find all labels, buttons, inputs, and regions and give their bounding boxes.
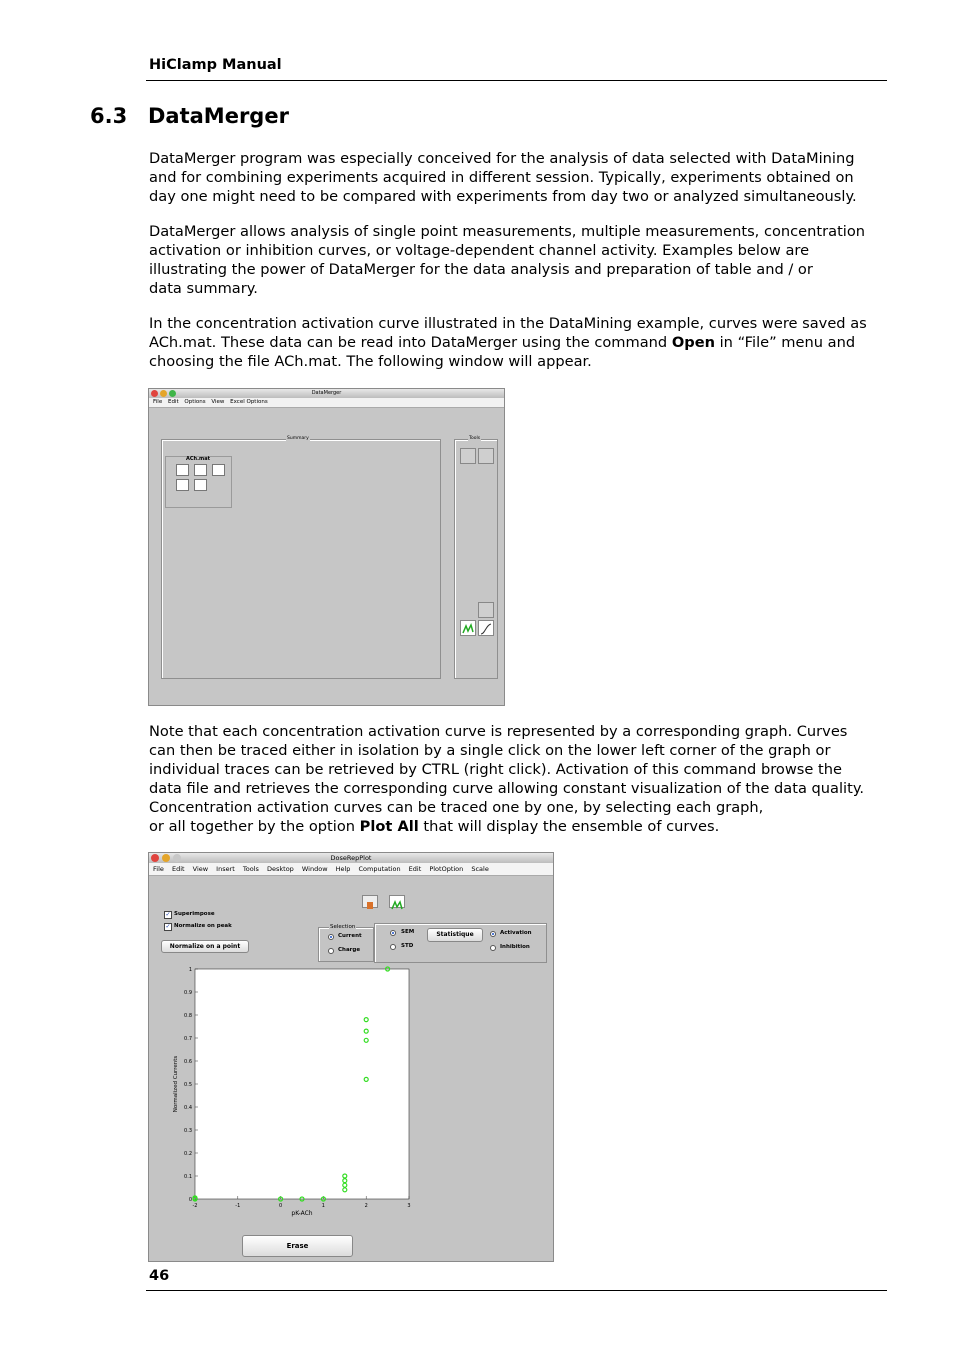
- p3-line: In the concentration activation curve illustrated in the DataMining example, curves were saved as: [149, 315, 867, 332]
- paragraph-2: [149, 222, 885, 298]
- std-label: STD: [401, 943, 414, 949]
- file-label: ACh.mat: [186, 456, 210, 462]
- dose-response-chart: [149, 961, 555, 1233]
- superimpose-label: Superimpose: [174, 911, 215, 917]
- y-tick-label: 0.7: [184, 1036, 192, 1042]
- footer-rule: [146, 1290, 887, 1291]
- menu-bar: [149, 398, 504, 408]
- tool-icon[interactable]: [460, 448, 476, 464]
- menu-view[interactable]: View: [211, 399, 225, 405]
- p1-line: day one might need to be compared with experiments from day two or analyzed simultaneously.: [149, 188, 857, 205]
- edit-tool-icon[interactable]: [362, 895, 378, 908]
- grid-icon[interactable]: [478, 602, 494, 618]
- y-tick-label: 1: [188, 967, 192, 973]
- curve-thumbnail[interactable]: [176, 479, 189, 491]
- p4-line: Concentration activation curves can be traced one by one, by selecting each graph,: [149, 799, 764, 816]
- paragraph-4: [149, 722, 885, 836]
- erase-button[interactable]: Erase: [242, 1235, 353, 1257]
- doserepplot-window: [148, 852, 554, 1262]
- menu-file[interactable]: File: [153, 399, 163, 405]
- statistique-button[interactable]: Statistique: [427, 928, 483, 942]
- inhibition-label: Inhibition: [500, 944, 530, 950]
- superimpose-checkbox[interactable]: ✓: [165, 911, 171, 918]
- datamerger-window: [148, 388, 505, 706]
- normalize-point-button[interactable]: Normalize on a point: [161, 940, 249, 953]
- sem-radio[interactable]: [390, 930, 396, 936]
- p3-line: choosing the file ACh.mat. The following window will appear.: [149, 353, 592, 370]
- p4-line: data file and retrieves the corresponding curve allowing constant visualization of the data quality.: [149, 780, 865, 797]
- y-tick-label: 0.9: [184, 990, 192, 996]
- p4-line: individual traces can be retrieved by CTRL (right click). Activation of this command browse the: [149, 761, 842, 778]
- window-title: DataMerger: [311, 390, 342, 396]
- menu-plotoption[interactable]: PlotOption: [429, 865, 464, 873]
- sem-label: SEM: [401, 929, 415, 935]
- menu-options[interactable]: Options: [184, 399, 206, 405]
- selection-label: Selection: [330, 924, 356, 930]
- p4-line: can then be traced either in isolation by a single click on the lower left corner of the graph or: [149, 742, 831, 759]
- menu-file[interactable]: File: [153, 865, 164, 873]
- menu-tools[interactable]: Tools: [242, 865, 259, 873]
- p2-line: activation or inhibition curves, or voltage-dependent channel activity. Examples below are: [149, 242, 810, 259]
- page-number: 46: [149, 1268, 170, 1284]
- inhibition-radio[interactable]: [490, 945, 496, 951]
- p4-line: Note that each concentration activation curve is represented by a corresponding graph. Curves: [149, 723, 848, 740]
- x-tick-label: 2: [364, 1203, 368, 1209]
- y-tick-label: 0.3: [184, 1128, 192, 1134]
- y-tick-label: 0.2: [184, 1151, 192, 1157]
- x-tick-label: -2: [192, 1203, 198, 1209]
- menu-edit[interactable]: Edit: [171, 865, 185, 873]
- current-label: Current: [338, 933, 362, 939]
- tools-label: Tools: [469, 436, 481, 441]
- menu-bar: [149, 863, 553, 876]
- p3-line: ACh.mat. These data can be read into DataMerger using the command: [149, 334, 672, 351]
- y-tick-label: 0.8: [184, 1013, 192, 1019]
- p4-line: or all together by the option: [149, 818, 360, 835]
- menu-help[interactable]: Help: [335, 865, 351, 873]
- charge-radio[interactable]: [328, 948, 334, 954]
- paragraph-1: [149, 149, 885, 206]
- p2-line: data summary.: [149, 280, 258, 297]
- tools-panel: [454, 436, 498, 679]
- y-tick-label: 0.6: [184, 1059, 192, 1065]
- std-radio[interactable]: [390, 944, 396, 950]
- menu-excel-options[interactable]: Excel Options: [230, 399, 268, 405]
- menu-insert[interactable]: Insert: [216, 865, 235, 873]
- menu-window[interactable]: Window: [301, 865, 328, 873]
- p3-line: in “File” menu and: [714, 334, 856, 351]
- selection-panel: [318, 924, 374, 962]
- p4-line: that will display the ensemble of curves.: [418, 818, 720, 835]
- activation-label: Activation: [500, 930, 532, 936]
- normalize-peak-checkbox[interactable]: ✓: [165, 923, 171, 930]
- x-tick-label: 3: [407, 1203, 411, 1209]
- open-command: Open: [671, 334, 715, 351]
- menu-view[interactable]: View: [192, 865, 209, 873]
- p1-line: DataMerger program was especially conceived for the analysis of data selected with DataMining: [149, 150, 855, 167]
- x-tick-label: 1: [321, 1203, 325, 1209]
- p2-line: DataMerger allows analysis of single point measurements, multiple measurements, concentration: [149, 223, 866, 240]
- p2-line: illustrating the power of DataMerger for the data analysis and preparation of table and / or: [149, 261, 813, 278]
- fit-curve-icon[interactable]: [478, 620, 494, 636]
- current-radio[interactable]: [328, 934, 334, 940]
- plot-area: [195, 969, 409, 1199]
- plot-all-icon[interactable]: [460, 620, 476, 636]
- paragraph-3: [149, 314, 885, 371]
- plot-all-option: Plot All: [359, 818, 419, 835]
- menu-edit-2[interactable]: Edit: [408, 865, 422, 873]
- menu-edit[interactable]: Edit: [167, 399, 179, 405]
- curve-thumbnail[interactable]: [194, 464, 207, 476]
- summary-label: Summary: [287, 436, 309, 441]
- statistics-panel: [374, 923, 547, 963]
- y-tick-label: 0.4: [184, 1105, 192, 1111]
- y-tick-label: 0: [188, 1197, 192, 1203]
- menu-desktop[interactable]: Desktop: [266, 865, 294, 873]
- section-title: DataMerger: [148, 104, 289, 128]
- menu-computation[interactable]: Computation: [358, 865, 401, 873]
- y-axis-label: Normalized Currents: [173, 1055, 179, 1113]
- y-tick-label: 0.5: [184, 1082, 192, 1088]
- curve-thumbnail[interactable]: [212, 464, 225, 476]
- curve-thumbnail[interactable]: [176, 464, 189, 476]
- normalize-peak-label: Normalize on peak: [174, 923, 232, 929]
- file-group: [165, 456, 232, 508]
- x-axis-label: pK-ACh: [291, 1210, 313, 1217]
- section-number: 6.3: [90, 104, 128, 128]
- charge-label: Charge: [338, 947, 361, 953]
- activation-radio[interactable]: [490, 931, 496, 937]
- summary-panel: [161, 436, 441, 679]
- header-rule: [146, 80, 887, 81]
- curve-thumbnail[interactable]: [194, 479, 207, 491]
- x-tick-label: -1: [235, 1203, 241, 1209]
- running-header: HiClamp Manual: [149, 57, 282, 73]
- menu-scale[interactable]: Scale: [471, 865, 489, 873]
- plot-all-icon[interactable]: [389, 895, 405, 908]
- tool-icon[interactable]: [478, 448, 494, 464]
- x-tick-label: 0: [279, 1203, 283, 1209]
- window-title: DoseRepPlot: [330, 854, 372, 862]
- y-tick-label: 0.1: [184, 1174, 192, 1180]
- p1-line: and for combining experiments acquired in different session. Typically, experiments obtained on: [149, 169, 854, 186]
